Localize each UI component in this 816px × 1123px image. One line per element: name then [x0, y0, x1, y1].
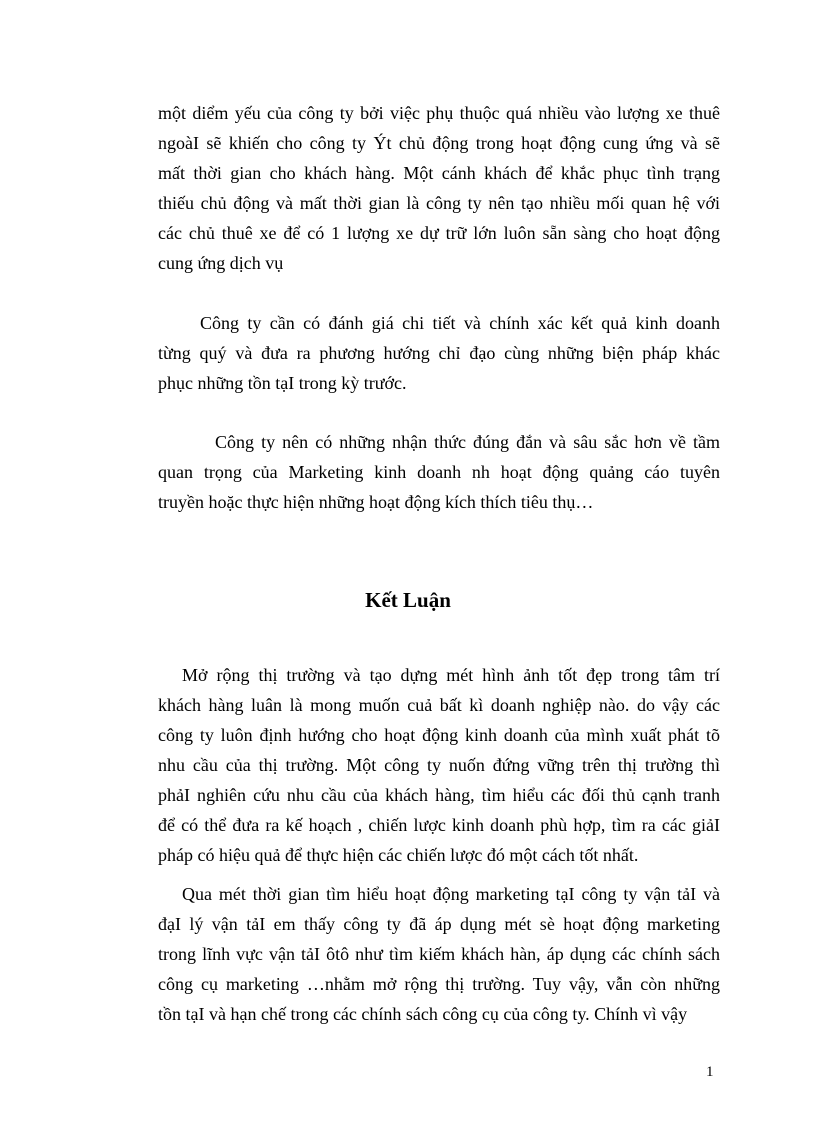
conclusion-paragraph-2: [158, 879, 720, 1029]
text-line: pháp có hiệu quả để thực hiện các chiến lược đó một cách tốt nhất.: [158, 845, 639, 865]
paragraph-2: [158, 308, 720, 398]
text-line: các chủ thuê xe để có 1 lượng xe dự trữ lớn luôn sẵn sàng cho hoạt động: [158, 223, 720, 243]
text-line: tồn tạI và hạn chế trong các chính sách công cụ của công ty. Chính vì vậy: [158, 1004, 688, 1024]
paragraph-3: [158, 427, 720, 517]
text-line: ngoàI sẽ khiến cho công ty Ýt chủ động trong hoạt động cung ứng và sẽ: [158, 133, 720, 153]
text-line: Công ty nên có những nhận thức đúng đắn và sâu sắc hơn về tầm: [215, 432, 720, 452]
text-line: trong lĩnh vực vận tảI ôtô như tìm kiếm khách hàn, áp dụng các chính sách: [158, 944, 720, 964]
text-line: truyền hoặc thực hiện những hoạt động kích thích tiêu thụ…: [158, 492, 594, 512]
text-line: thiếu chủ động và mất thời gian là công ty nên tạo nhiều mối quan hệ với: [158, 193, 720, 213]
text-line: Công ty cần có đánh giá chi tiết và chính xác kết quả kinh doanh: [200, 313, 720, 333]
text-line: để có thể đưa ra kế hoạch , chiến lược kinh doanh phù hợp, tìm ra các giảI: [158, 815, 720, 835]
text-line: từng quý và đưa ra phương hướng chỉ đạo cùng những biện pháp khác: [158, 343, 720, 363]
text-line: quan trọng của Marketing kinh doanh nh hoạt động quảng cáo tuyên: [158, 462, 720, 482]
text-line: phục những tồn tạI trong kỳ trước.: [158, 373, 407, 393]
text-line: Qua mét thời gian tìm hiểu hoạt động marketing tạI công ty vận tảI và: [182, 884, 720, 904]
page-number: 1: [706, 1064, 714, 1080]
text-line: nhu cầu của thị trường. Một công ty nuốn đứng vững trên thị trường thì: [158, 755, 720, 775]
text-line: cung ứng dịch vụ: [158, 253, 284, 273]
conclusion-paragraph-1: [158, 660, 720, 870]
paragraph-1: [158, 98, 720, 278]
text-line: mất thời gian cho khách hàng. Một cánh khách để khắc phục tình trạng: [158, 163, 720, 183]
text-line: khách hàng luân là mong muốn cuả bất kì doanh nghiệp nào. do vậy các: [158, 695, 720, 715]
text-line: phảI nghiên cứu nhu cầu của khách hàng, tìm hiểu các đối thủ cạnh tranh: [158, 785, 720, 805]
text-line: công cụ marketing …nhằm mở rộng thị trường. Tuy vậy, vẫn còn những: [158, 974, 720, 994]
text-line: công ty luôn định hướng cho hoạt động kinh doanh của mình xuất phát tõ: [158, 725, 720, 745]
text-line: một diểm yếu của công ty bởi việc phụ thuộc quá nhiều vào lượng xe thuê: [158, 103, 720, 123]
text-line: Mở rộng thị trường và tạo dựng mét hình ảnh tốt đẹp trong tâm trí: [182, 665, 720, 685]
text-line: đạI lý vận tảI em thấy công ty đã áp dụng mét sè hoạt động marketing: [158, 914, 720, 934]
section-heading: Kết Luận: [365, 588, 451, 612]
